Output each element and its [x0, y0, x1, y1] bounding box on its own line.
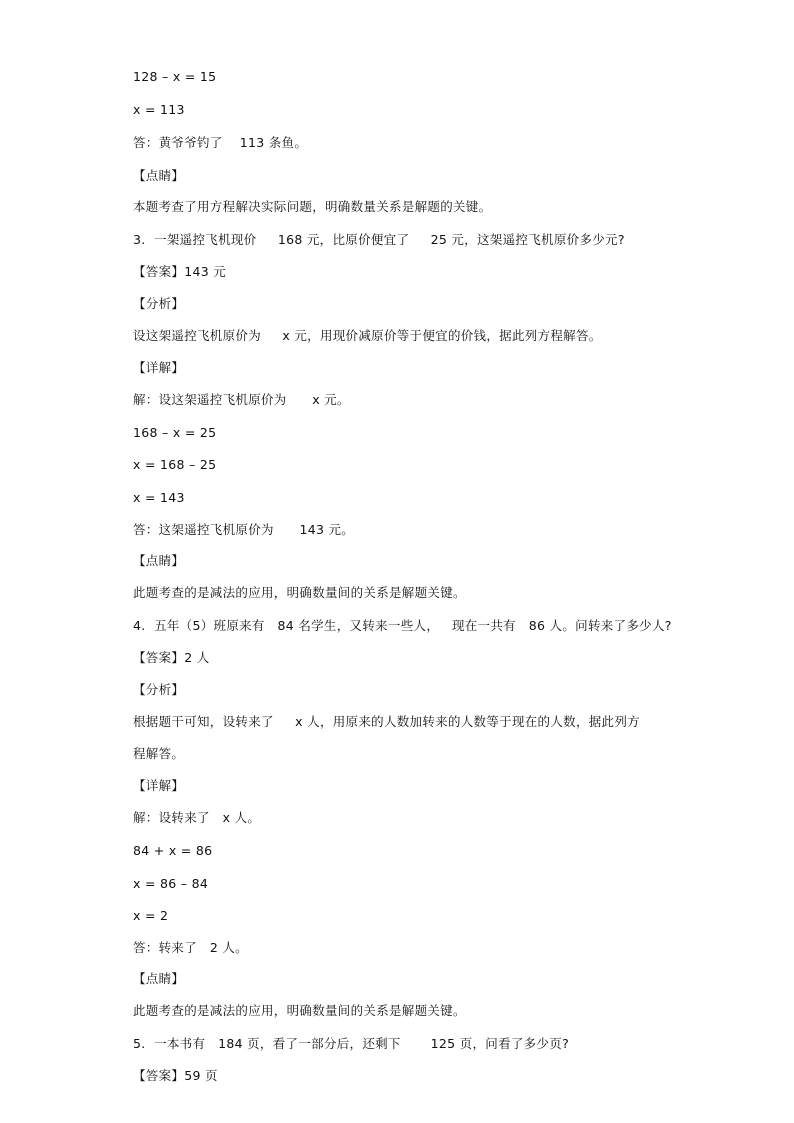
- equation-line: x = 86 – 84: [133, 876, 209, 891]
- equation-line: x = 143: [133, 490, 185, 505]
- section-heading: 【点睛】: [133, 553, 185, 568]
- equation-line: 128 – x = 15: [133, 69, 217, 84]
- answer-line: 答：黄爷爷钓了 113 条鱼。: [133, 135, 308, 150]
- text-line: 根据题干可知，设转来了 x 人，用原来的人数加转来的人数等于现在的人数，据此列方: [133, 714, 640, 729]
- text-line: 解：设这架遥控飞机原价为 x 元。: [133, 392, 350, 407]
- question-line: 4. 五年（5）班原来有 84 名学生，又转来一些人， 现在一共有 86 人。问转来了多少人?: [133, 618, 672, 633]
- section-heading: 【详解】: [133, 778, 185, 793]
- text-line: 此题考查的是减法的应用，明确数量间的关系是解题关键。: [133, 1003, 466, 1018]
- equation-line: x = 168 – 25: [133, 457, 217, 472]
- section-heading: 【分析】: [133, 682, 185, 697]
- section-heading: 【分析】: [133, 296, 185, 311]
- text-line: 程解答。: [133, 746, 185, 761]
- text-line: 本题考查了用方程解决实际问题，明确数量关系是解题的关键。: [133, 199, 492, 214]
- text-line: 设这架遥控飞机原价为 x 元，用现价减原价等于便宜的价钱，据此列方程解答。: [133, 328, 602, 343]
- question-line: 3. 一架遥控飞机现价 168 元，比原价便宜了 25 元，这架遥控飞机原价多少元?: [133, 232, 625, 247]
- text-line: 此题考查的是减法的应用，明确数量间的关系是解题关键。: [133, 585, 466, 600]
- text-line: 解：设转来了 x 人。: [133, 810, 261, 825]
- answer-heading: 【答案】143 元: [133, 264, 227, 279]
- answer-line: 答：这架遥控飞机原价为 143 元。: [133, 522, 355, 537]
- equation-line: x = 113: [133, 102, 185, 117]
- equation-line: x = 2: [133, 908, 169, 923]
- section-heading: 【详解】: [133, 360, 185, 375]
- section-heading: 【点睛】: [133, 971, 185, 986]
- equation-line: 84 + x = 86: [133, 843, 213, 858]
- question-line: 5. 一本书有 184 页，看了一部分后，还剩下 125 页，问看了多少页?: [133, 1036, 570, 1051]
- answer-line: 答：转来了 2 人。: [133, 940, 248, 955]
- section-heading: 【点睛】: [133, 168, 185, 183]
- answer-heading: 【答案】2 人: [133, 650, 210, 665]
- answer-heading: 【答案】59 页: [133, 1068, 218, 1083]
- equation-line: 168 – x = 25: [133, 425, 217, 440]
